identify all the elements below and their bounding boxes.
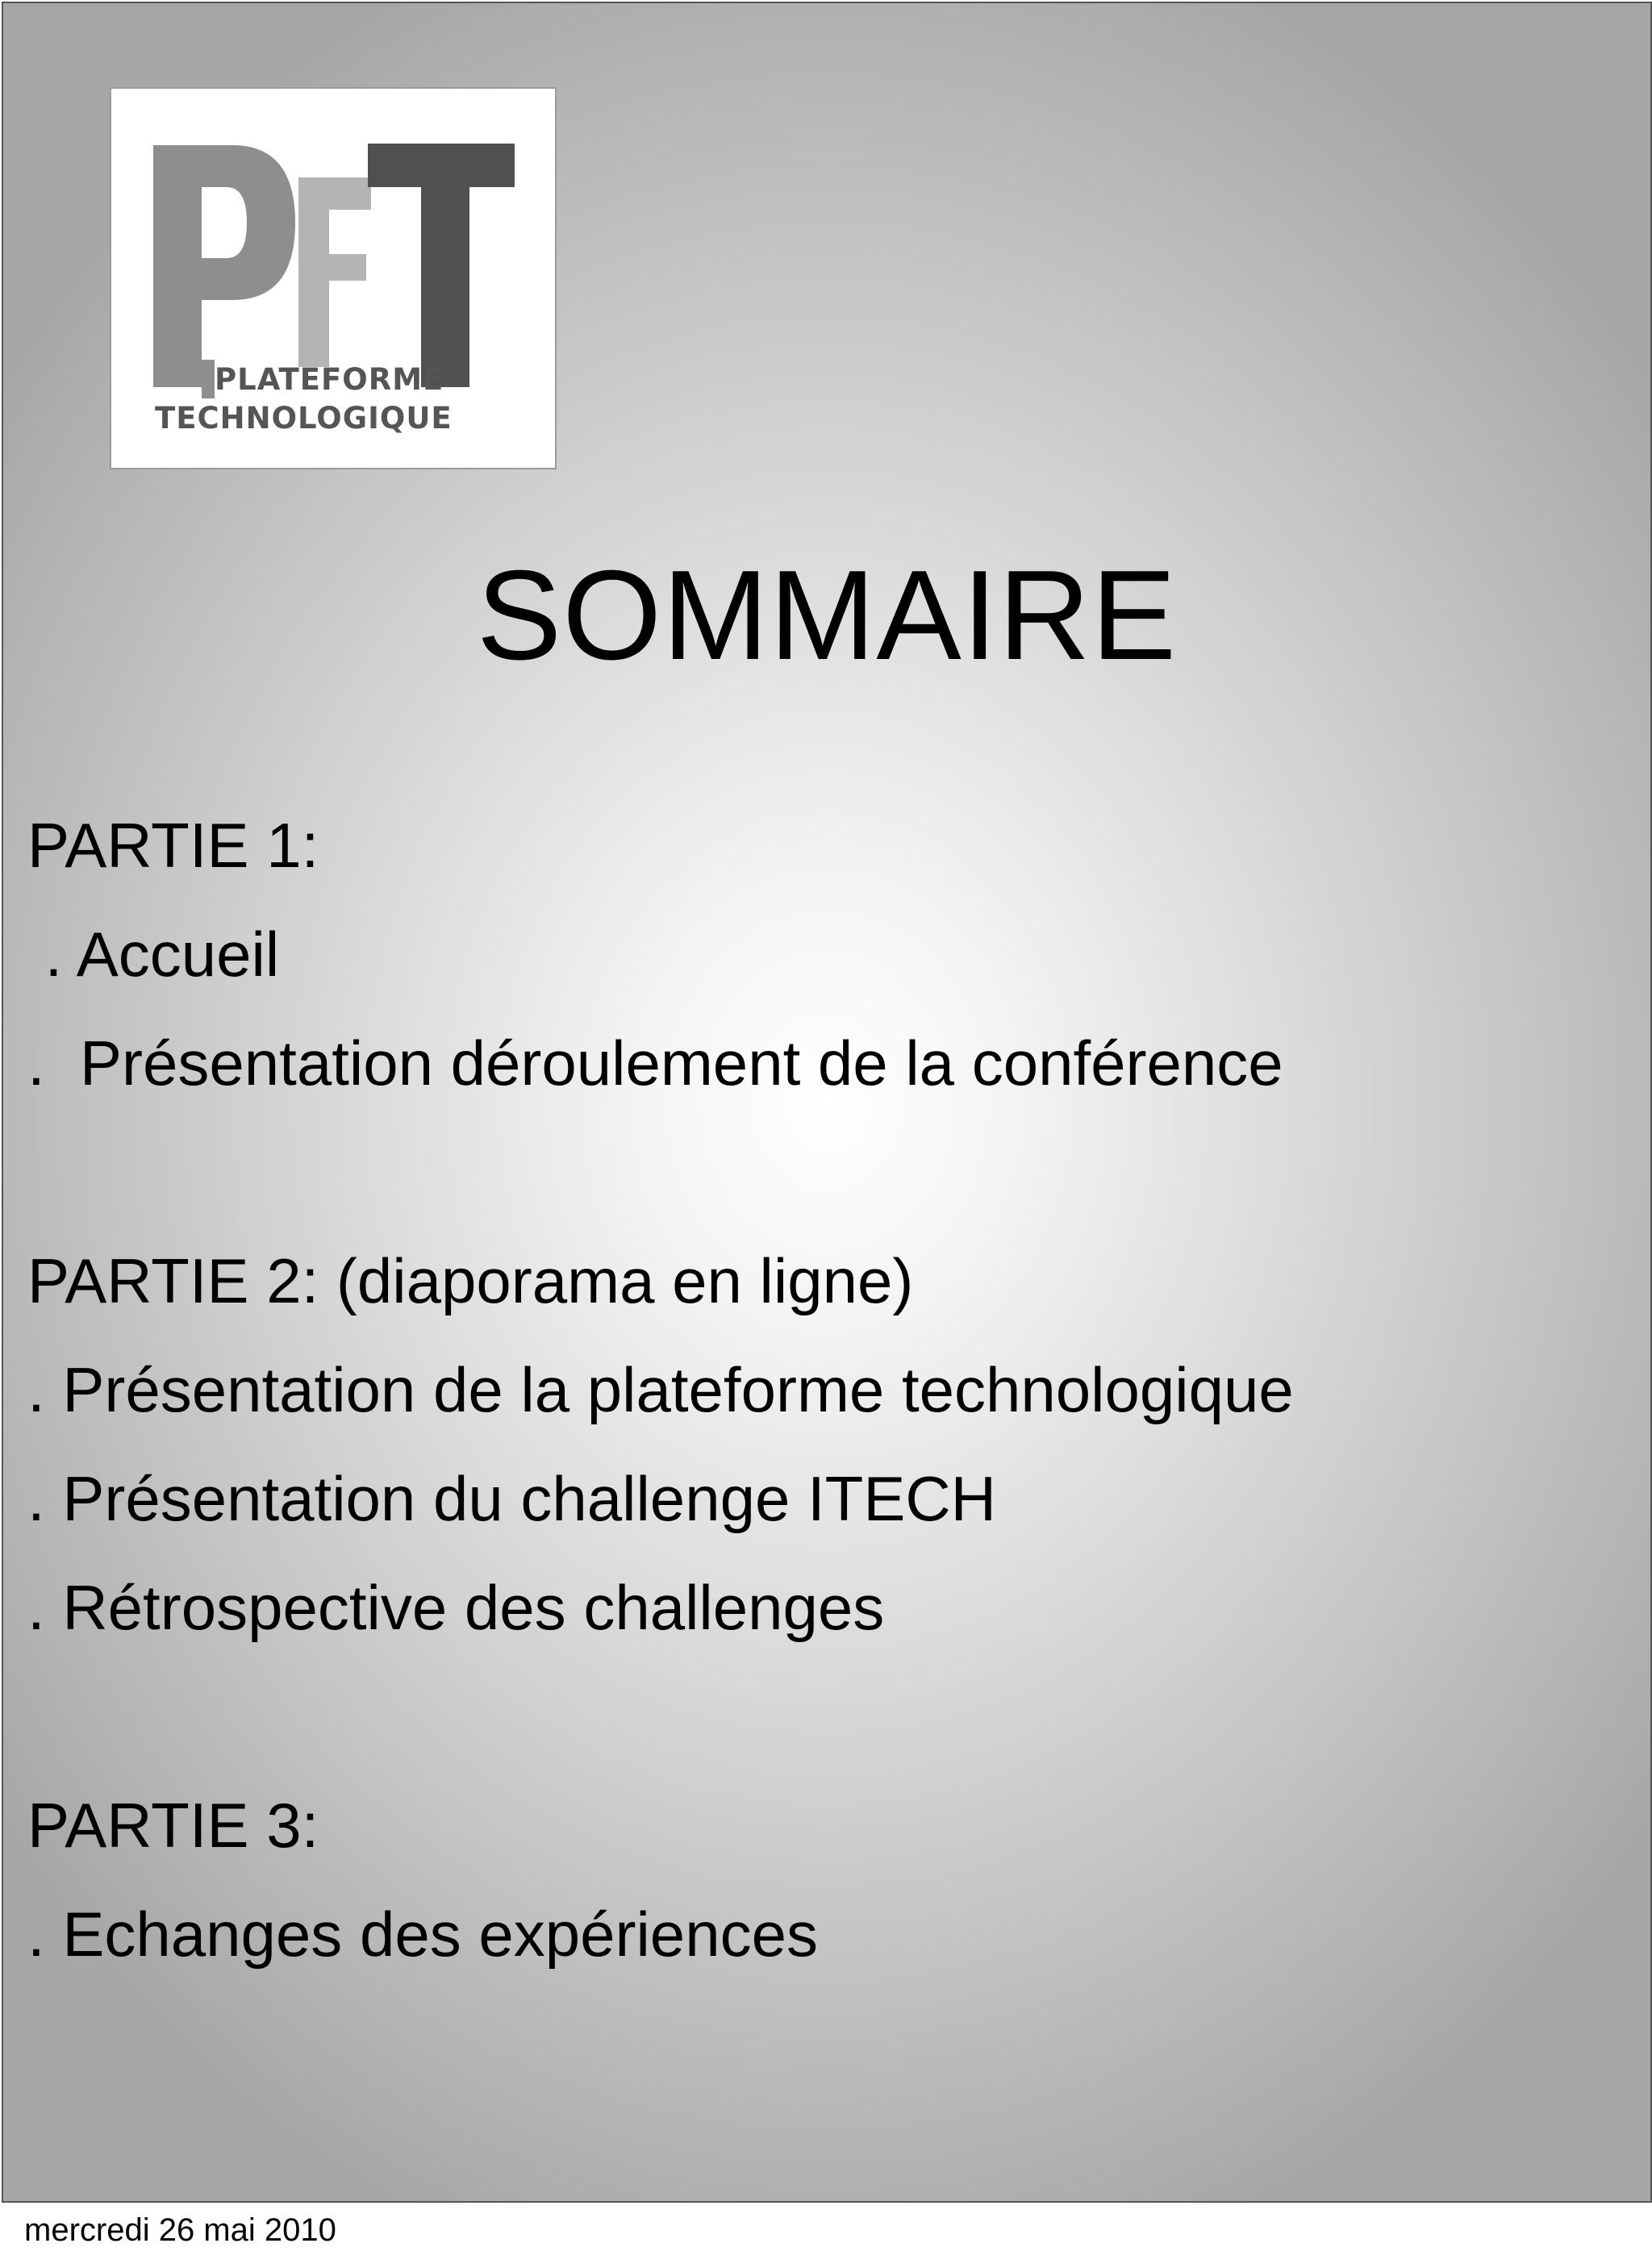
- agenda-line-retrospective: . Rétrospective des challenges: [27, 1572, 885, 1643]
- slide: [2, 2, 1652, 2203]
- agenda-line-part1: PARTIE 1:: [27, 810, 319, 881]
- agenda-line-echanges: . Echanges des expériences: [27, 1899, 818, 1970]
- agenda-line-part3: PARTIE 3:: [27, 1790, 319, 1861]
- page-title: SOMMAIRE: [476, 544, 1178, 686]
- agenda-line-part2: PARTIE 2: (diaporama en ligne): [27, 1245, 914, 1316]
- agenda-line-presentation-challenge: . Présentation du challenge ITECH: [27, 1463, 997, 1534]
- pft-logo: [110, 87, 557, 469]
- agenda-line-presentation-plateforme: . Présentation de la plateforme technologique: [27, 1354, 1294, 1425]
- logo-line1: PLATEFORME: [215, 362, 444, 397]
- agenda-line-accueil: . Accueil: [27, 919, 280, 990]
- date-footer: mercredi 26 mai 2010: [24, 2212, 336, 2248]
- logo-line2: TECHNOLOGIQUE: [155, 401, 453, 436]
- agenda-line-presentation-deroulement: . Présentation déroulement de la conférence: [27, 1028, 1283, 1099]
